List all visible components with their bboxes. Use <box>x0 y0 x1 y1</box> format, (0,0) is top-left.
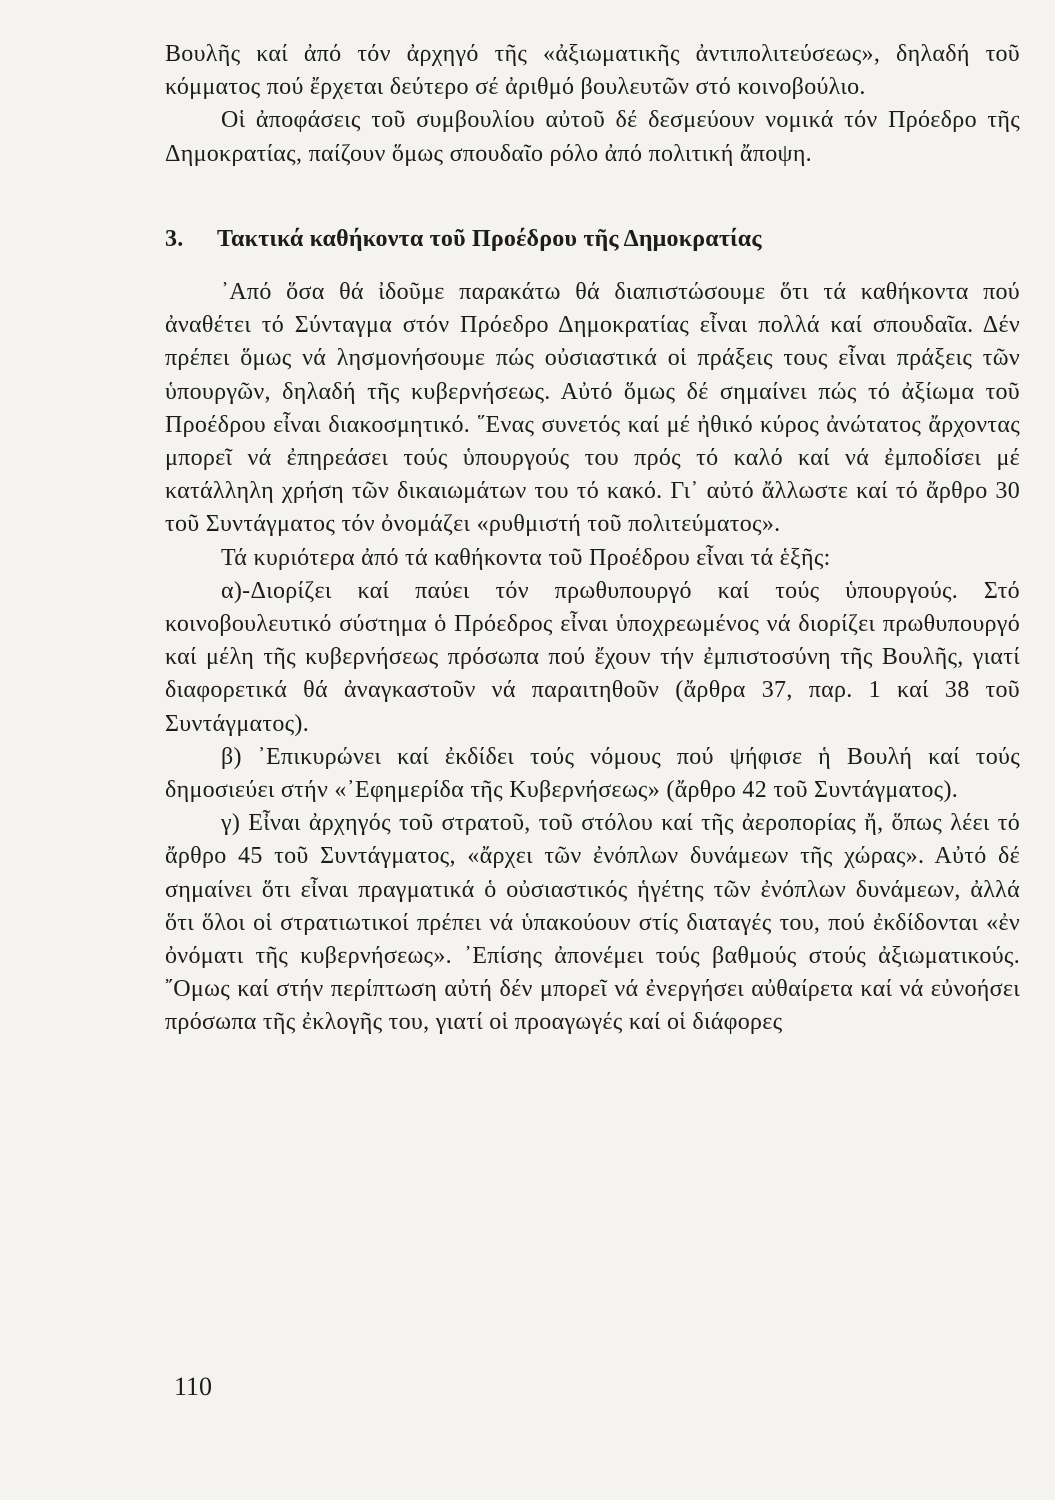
page-text <box>165 38 1020 1040</box>
section-heading <box>165 223 1020 256</box>
section-number: 3. <box>165 225 184 252</box>
page-number: 110 <box>174 1372 213 1401</box>
list-item-b: β) ᾿Επικυρώνει καί ἐκδίδει τούς νόμους πού ψήφισε ἡ Βουλή καί τούς δημοσιεύει στήν «᾿Εφημερίδα τῆς Κυβερνήσεως» (ἄρθρο 42 τοῦ Συντάγματος). <box>165 743 1020 804</box>
paragraph-council-decisions: Οἱ ἀποφάσεις τοῦ συμβουλίου αὐτοῦ δέ δεσμεύουν νομικά τόν Πρόεδρο τῆς Δημοκρατίας, παίζουν ὅμως σπουδαῖο ρόλο ἀπό πολιτική ἄποψη. <box>165 107 1020 167</box>
paragraph-intro: ᾿Από ὅσα θά ἰδοῦμε παρακάτω θά διαπιστώσουμε ὅτι τά καθήκοντα πού ἀναθέτει τό Σύνταγμα στόν Πρόεδρο Δημοκρατίας εἶναι πολλά καί σπουδαῖα. Δέν πρέπει ὅμως νά λησμονήσουμε πώς οὐσιαστικά οἱ πράξεις τους εἶναι πράξεις τῶν ὑπουργῶν, δηλαδή τῆς κυβερνήσεως. Αὐτό ὅμως δέ σημαίνει πώς τό ἀξίωμα τοῦ Προέδρου εἶναι διακοσμητικό. ῞Ενας συνετός καί μέ ἠθικό κύρος ἀνώτατος ἄρχοντας μπορεῖ νά ἐπηρεάσει τούς ὑπουργούς του πρός τό καλό καί νά ἐμποδίσει μέ κατάλληλη χρήση τῶν δικαιωμάτων του τό κακό. Γι᾿ αὐτό ἄλλωστε καί τό ἄρθρο 30 τοῦ Συντάγματος τόν ὀνομάζει «ρυθμιστή τοῦ πολιτεύματος». <box>165 279 1020 538</box>
list-item-a: α)-Διορίζει καί παύει τόν πρωθυπουργό καί τούς ὑπουργούς. Στό κοινοβουλευτικό σύστημα ὁ Πρόεδρος εἶναι ὑποχρεωμένος νά διορίζει πρωθυπουργό καί μέλη τῆς κυβερνήσεως πρόσωπα πού ἔχουν τήν ἐμπιστοσύνη τῆς Βουλῆς, γιατί διαφορετικά θά ἀναγκαστοῦν νά παραιτηθοῦν (ἄρθρα 37, παρ. 1 καί 38 τοῦ Συντάγματος). <box>165 577 1020 737</box>
paragraph-duties-list-intro: Τά κυριότερα ἀπό τά καθήκοντα τοῦ Προέδρου εἶναι τά ἑξῆς: <box>221 544 831 571</box>
section-title: Τακτικά καθήκοντα τοῦ Προέδρου τῆς Δημοκρατίας <box>217 225 762 252</box>
paragraph-continuation: Βουλῆς καί ἀπό τόν ἀρχηγό τῆς «ἀξιωματικῆς ἀντιπολιτεύσεως», δηλαδή τοῦ κόμματος πού ἔρχεται δεύτερο σέ ἀριθμό βουλευτῶν στό κοινοβούλιο. <box>165 41 1020 101</box>
list-item-c: γ) Εἶναι ἀρχηγός τοῦ στρατοῦ, τοῦ στόλου καί τῆς ἀεροπορίας ἤ, ὅπως λέει τό ἄρθρο 45 τοῦ Συντάγματος, «ἄρχει τῶν ἐνόπλων δυνάμεων τῆς χώρας». Αὐτό δέ σημαίνει ὅτι εἶναι πραγματικά ὁ οὐσιαστικός ἡγέτης τῶν ἐνόπλων δυνάμεων, ἀλλά ὅτι ὅλοι οἱ στρατιωτικοί πρέπει νά ὑπακούουν στίς διαταγές του, πού ἐκδίδονται «ἐν ὀνόματι τῆς κυβερνήσεως». ᾿Επίσης ἀπονέμει τούς βαθμούς στούς ἀξιωματικούς. ῎Ομως καί στήν περίπτωση αὐτή δέν μπορεῖ νά ἐνεργήσει αὐθαίρετα καί νά εὐνοήσει πρόσωπα τῆς ἐκλογῆς του, γιατί οἱ προαγωγές καί οἱ διάφορες <box>165 810 1020 1036</box>
